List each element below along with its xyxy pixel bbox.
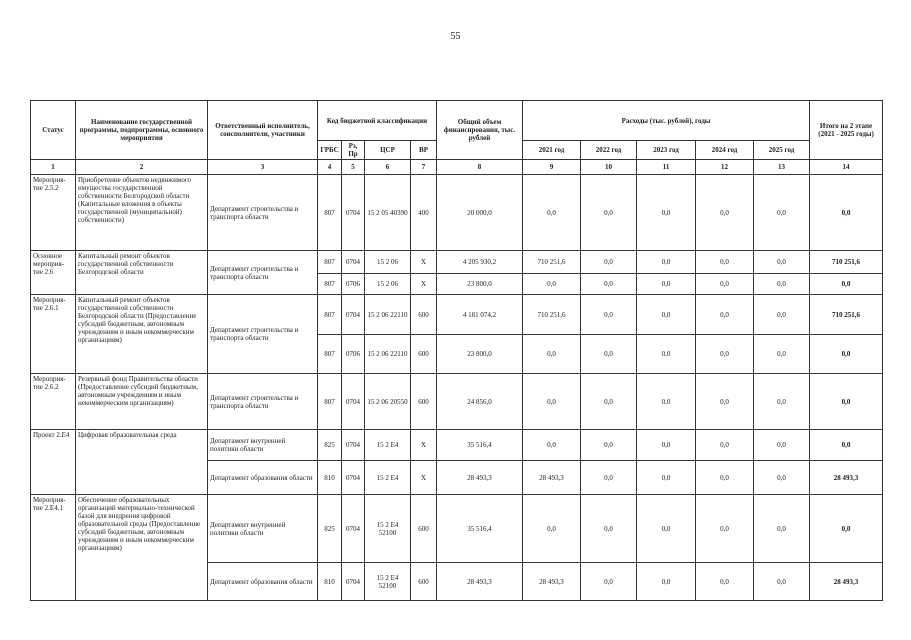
vr-cell: Х — [411, 251, 437, 274]
executor-cell: Департамент образования области — [208, 563, 318, 601]
table-row — [31, 295, 883, 335]
rzpr-cell: 0704 — [342, 374, 365, 430]
y2025-cell: 0,0 — [754, 335, 810, 374]
y2025-cell: 0,0 — [754, 563, 810, 601]
vr-cell: 600 — [411, 495, 437, 563]
status-cell: Мероприя-тие 2.6.2 — [31, 374, 76, 430]
total-cell: 4 181 074,2 — [437, 295, 523, 335]
y2023-cell: 0,0 — [637, 563, 696, 601]
header-vr: ВР — [411, 141, 437, 160]
rzpr-cell: 0704 — [342, 495, 365, 563]
header-2024: 2024 год — [696, 141, 754, 160]
y2021-cell: 710 251,6 — [523, 295, 581, 335]
col-number: 14 — [810, 160, 883, 175]
executor-cell: Департамент внутренней политики области — [208, 495, 318, 563]
col-number: 10 — [581, 160, 637, 175]
table-row — [31, 430, 883, 461]
total-cell: 35 516,4 — [437, 495, 523, 563]
table-row — [31, 495, 883, 563]
header-itogo: Итого на 2 этапе (2021 - 2025 годы) — [810, 101, 883, 160]
total-cell: 4 205 930,2 — [437, 251, 523, 274]
header-total: Общий объем финансирования, тыс. рублей — [437, 101, 523, 160]
name-cell: Капитальный ремонт объектов государственной собственности Белгородской области — [76, 251, 208, 295]
header-2023: 2023 год — [637, 141, 696, 160]
name-cell: Обеспечение образовательных организаций материально-технической базой для внедрения цифровой образовательной среды (Предоставление субсидий бюджетным, автономным учреждениям и иным некоммерческим организациям) — [76, 495, 208, 601]
vr-cell: 600 — [411, 335, 437, 374]
csr-cell: 15 2 06 — [365, 251, 411, 274]
vr-cell: 400 — [411, 175, 437, 251]
y2024-cell: 0,0 — [696, 495, 754, 563]
y2023-cell: 0,0 — [637, 374, 696, 430]
vr-cell: 600 — [411, 374, 437, 430]
col-number: 8 — [437, 160, 523, 175]
rzpr-cell: 0706 — [342, 274, 365, 295]
grbs-cell: 810 — [318, 563, 342, 601]
y2024-cell: 0,0 — [696, 274, 754, 295]
rzpr-cell: 0704 — [342, 563, 365, 601]
grbs-cell: 807 — [318, 274, 342, 295]
grbs-cell: 807 — [318, 335, 342, 374]
vr-cell: 600 — [411, 563, 437, 601]
col-number: 13 — [754, 160, 810, 175]
y2024-cell: 0,0 — [696, 251, 754, 274]
status-cell: Проект 2.Е4 — [31, 430, 76, 495]
header-2022: 2022 год — [581, 141, 637, 160]
csr-cell: 15 2 06 — [365, 274, 411, 295]
y2022-cell: 0,0 — [581, 295, 637, 335]
y2024-cell: 0,0 — [696, 563, 754, 601]
col-number: 6 — [365, 160, 411, 175]
y2023-cell: 0,0 — [637, 430, 696, 461]
y2021-cell: 0,0 — [523, 374, 581, 430]
y2025-cell: 0,0 — [754, 251, 810, 274]
column-number-row — [31, 160, 883, 175]
total-cell: 23 800,0 — [437, 274, 523, 295]
header-budget-code: Код бюджетной классификации — [318, 101, 437, 141]
y2025-cell: 0,0 — [754, 461, 810, 495]
status-cell: Основное мероприя-тие 2.6 — [31, 251, 76, 295]
header-2025: 2025 год — [754, 141, 810, 160]
col-number: 9 — [523, 160, 581, 175]
y2025-cell: 0,0 — [754, 495, 810, 563]
col-number: 11 — [637, 160, 696, 175]
y2024-cell: 0,0 — [696, 461, 754, 495]
header-grbs: ГРБС — [318, 141, 342, 160]
y2021-cell: 0,0 — [523, 335, 581, 374]
csr-cell: 15 2 Е4 — [365, 430, 411, 461]
table-row — [31, 175, 883, 251]
y2023-cell: 0,0 — [637, 251, 696, 274]
y2021-cell: 0,0 — [523, 274, 581, 295]
csr-cell: 15 2 06 22110 — [365, 295, 411, 335]
header-name: Наименование государственной программы, подпрограммы, основного мероприятия — [76, 101, 208, 160]
grbs-cell: 807 — [318, 374, 342, 430]
name-cell: Резервный фонд Правительства области (Предоставление субсидий бюджетным, автономным учреждениям и иным некоммерческим организациям) — [76, 374, 208, 430]
grbs-cell: 825 — [318, 430, 342, 461]
rzpr-cell: 0704 — [342, 295, 365, 335]
itogo-cell: 28 493,3 — [810, 461, 883, 495]
y2023-cell: 0,0 — [637, 175, 696, 251]
rzpr-cell: 0704 — [342, 430, 365, 461]
total-cell: 23 800,0 — [437, 335, 523, 374]
col-number: 2 — [76, 160, 208, 175]
y2021-cell: 0,0 — [523, 495, 581, 563]
y2022-cell: 0,0 — [581, 461, 637, 495]
y2024-cell: 0,0 — [696, 335, 754, 374]
rzpr-cell: 0706 — [342, 335, 365, 374]
col-number: 1 — [31, 160, 76, 175]
budget-table — [30, 100, 883, 601]
y2022-cell: 0,0 — [581, 495, 637, 563]
executor-cell: Департамент строительства и транспорта области — [208, 175, 318, 251]
total-cell: 35 516,4 — [437, 430, 523, 461]
y2024-cell: 0,0 — [696, 374, 754, 430]
y2022-cell: 0,0 — [581, 251, 637, 274]
header-status: Статус — [31, 101, 76, 160]
status-cell: Мероприя-тие 2.6.1 — [31, 295, 76, 374]
itogo-cell: 710 251,6 — [810, 251, 883, 274]
y2024-cell: 0,0 — [696, 430, 754, 461]
y2024-cell: 0,0 — [696, 295, 754, 335]
grbs-cell: 825 — [318, 495, 342, 563]
y2025-cell: 0,0 — [754, 374, 810, 430]
grbs-cell: 807 — [318, 295, 342, 335]
itogo-cell: 0,0 — [810, 430, 883, 461]
executor-cell: Департамент внутренней политики области — [208, 430, 318, 461]
status-cell: Мероприя-тие 2.Е4.1 — [31, 495, 76, 601]
rzpr-cell: 0704 — [342, 175, 365, 251]
itogo-cell: 0,0 — [810, 374, 883, 430]
vr-cell: Х — [411, 430, 437, 461]
table-row — [31, 251, 883, 274]
y2021-cell: 710 251,6 — [523, 251, 581, 274]
csr-cell: 15 2 05 40390 — [365, 175, 411, 251]
header-executor: Ответственный исполнитель, соисполнители, участники — [208, 101, 318, 160]
y2021-cell: 0,0 — [523, 430, 581, 461]
total-cell: 24 856,0 — [437, 374, 523, 430]
total-cell: 28 493,3 — [437, 461, 523, 495]
header-rzpr: Рз, Пр — [342, 141, 365, 160]
executor-cell: Департамент строительства и транспорта области — [208, 295, 318, 374]
col-number: 12 — [696, 160, 754, 175]
csr-cell: 15 2 Е4 52100 — [365, 495, 411, 563]
executor-cell: Департамент строительства и транспорта области — [208, 251, 318, 295]
csr-cell: 15 2 06 20550 — [365, 374, 411, 430]
y2023-cell: 0,0 — [637, 274, 696, 295]
header-expenses: Расходы (тыс. рублей), годы — [523, 101, 810, 141]
page-number: 55 — [450, 31, 461, 42]
col-number: 7 — [411, 160, 437, 175]
y2022-cell: 0,0 — [581, 430, 637, 461]
y2024-cell: 0,0 — [696, 175, 754, 251]
table-row — [31, 374, 883, 430]
y2022-cell: 0,0 — [581, 274, 637, 295]
executor-cell: Департамент образования области — [208, 461, 318, 495]
executor-cell: Департамент строительства и транспорта области — [208, 374, 318, 430]
y2023-cell: 0,0 — [637, 461, 696, 495]
rzpr-cell: 0704 — [342, 461, 365, 495]
y2025-cell: 0,0 — [754, 430, 810, 461]
grbs-cell: 807 — [318, 175, 342, 251]
rzpr-cell: 0704 — [342, 251, 365, 274]
name-cell: Приобретение объектов недвижимого имущества государственной собственности Белгородской области (Капитальные вложения в объекты государственной (муниципальной) собственности) — [76, 175, 208, 251]
itogo-cell: 0,0 — [810, 495, 883, 563]
itogo-cell: 0,0 — [810, 175, 883, 251]
csr-cell: 15 2 Е4 52100 — [365, 563, 411, 601]
total-cell: 20 000,0 — [437, 175, 523, 251]
total-cell: 28 493,3 — [437, 563, 523, 601]
y2021-cell: 28 493,3 — [523, 563, 581, 601]
status-cell: Мероприя-тие 2.5.2 — [31, 175, 76, 251]
y2023-cell: 0,0 — [637, 335, 696, 374]
vr-cell: 600 — [411, 295, 437, 335]
grbs-cell: 810 — [318, 461, 342, 495]
y2022-cell: 0,0 — [581, 374, 637, 430]
itogo-cell: 0,0 — [810, 274, 883, 295]
csr-cell: 15 2 06 22110 — [365, 335, 411, 374]
y2025-cell: 0,0 — [754, 175, 810, 251]
y2022-cell: 0,0 — [581, 335, 637, 374]
y2022-cell: 0,0 — [581, 563, 637, 601]
col-number: 5 — [342, 160, 365, 175]
name-cell: Капитальный ремонт объектов государственной собственности Белгородской области (Предоставление субсидий бюджетным, автономным учреждениям и иным некоммерческим организациям) — [76, 295, 208, 374]
y2023-cell: 0,0 — [637, 295, 696, 335]
y2021-cell: 0,0 — [523, 175, 581, 251]
itogo-cell: 28 493,3 — [810, 563, 883, 601]
vr-cell: Х — [411, 461, 437, 495]
y2021-cell: 28 493,3 — [523, 461, 581, 495]
col-number: 3 — [208, 160, 318, 175]
y2025-cell: 0,0 — [754, 295, 810, 335]
header-2021: 2021 год — [523, 141, 581, 160]
vr-cell: Х — [411, 274, 437, 295]
y2025-cell: 0,0 — [754, 274, 810, 295]
col-number: 4 — [318, 160, 342, 175]
name-cell: Цифровая образовательная среда — [76, 430, 208, 495]
itogo-cell: 0,0 — [810, 335, 883, 374]
header-csr: ЦСР — [365, 141, 411, 160]
itogo-cell: 710 251,6 — [810, 295, 883, 335]
csr-cell: 15 2 Е4 — [365, 461, 411, 495]
y2023-cell: 0,0 — [637, 495, 696, 563]
grbs-cell: 807 — [318, 251, 342, 274]
y2022-cell: 0,0 — [581, 175, 637, 251]
